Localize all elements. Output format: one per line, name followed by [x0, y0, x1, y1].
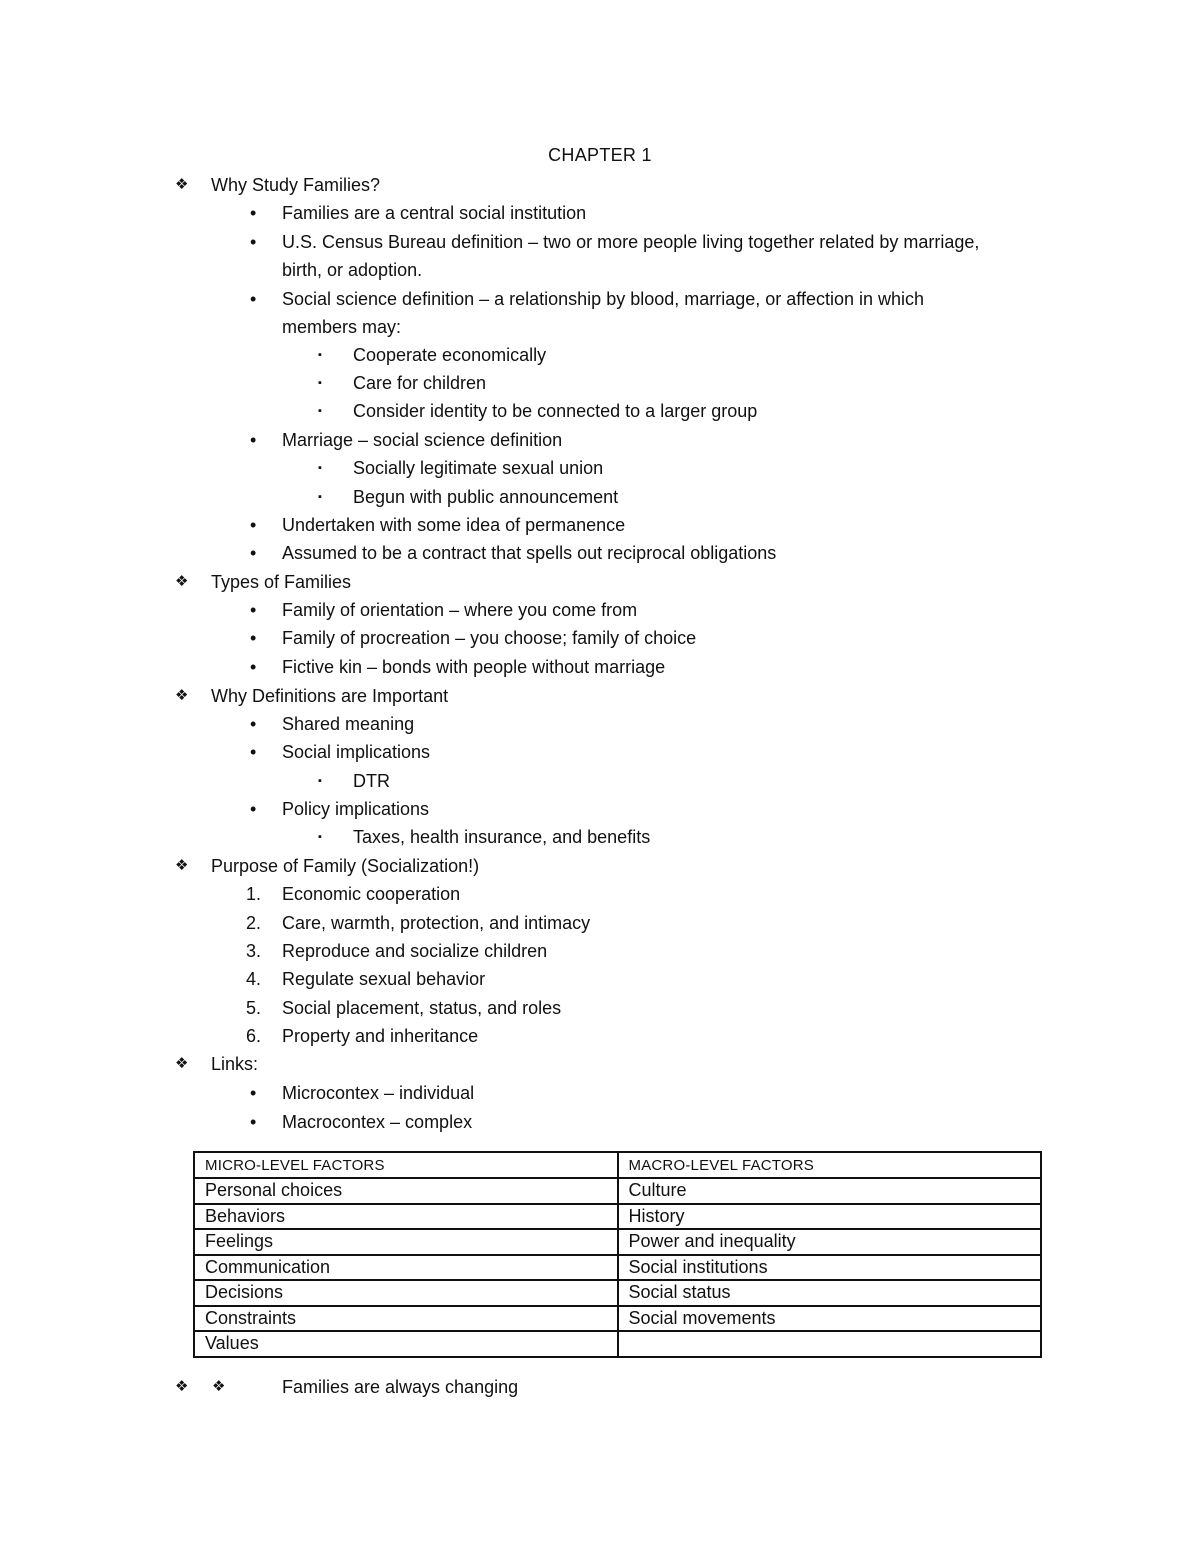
square-bullet-icon: ▪: [318, 349, 322, 361]
table-cell: Decisions: [194, 1280, 618, 1306]
table-cell: Personal choices: [194, 1178, 618, 1204]
list-item: Microcontex – individual: [282, 1083, 475, 1103]
diamond-bullet-icon: ❖: [175, 1055, 189, 1072]
table-header-row: [194, 1152, 1041, 1178]
table-cell: Social institutions: [618, 1255, 1042, 1281]
table-header-cell: MICRO-LEVEL FACTORS: [194, 1152, 618, 1178]
sub-list-item: Taxes, health insurance, and benefits: [353, 827, 651, 847]
list-item: Fictive kin – bonds with people without marriage: [282, 657, 666, 677]
bullet-icon: •: [250, 289, 257, 309]
table-row: [194, 1306, 1041, 1332]
list-item: Undertaken with some idea of permanence: [282, 515, 626, 535]
numbered-item: Economic cooperation: [282, 884, 461, 904]
bullet-icon: •: [250, 714, 257, 734]
bullet-icon: •: [250, 232, 257, 252]
table-cell: Power and inequality: [618, 1229, 1042, 1255]
diamond-bullet-icon: ❖: [175, 573, 189, 590]
closing-line: Families are always changing: [282, 1377, 519, 1397]
table-cell: History: [618, 1204, 1042, 1230]
bullet-icon: •: [250, 600, 257, 620]
list-number: 5.: [246, 998, 262, 1018]
bullet-icon: •: [250, 799, 257, 819]
table-cell: [618, 1331, 1042, 1357]
section-heading: Purpose of Family (Socialization!): [211, 856, 480, 876]
list-item: Family of procreation – you choose; family of choice: [282, 628, 697, 648]
section-heading: Why Study Families?: [211, 175, 381, 195]
square-bullet-icon: ▪: [318, 377, 322, 389]
table-cell: Culture: [618, 1178, 1042, 1204]
sub-list-item: Consider identity to be connected to a larger group: [353, 401, 758, 421]
table-row: [194, 1280, 1041, 1306]
bullet-icon: •: [250, 742, 257, 762]
table-row: [194, 1229, 1041, 1255]
bullet-icon: •: [250, 543, 257, 563]
square-bullet-icon: ▪: [318, 405, 322, 417]
square-bullet-icon: ▪: [318, 491, 322, 503]
table-cell: Communication: [194, 1255, 618, 1281]
bullet-icon: •: [250, 515, 257, 535]
numbered-item: Property and inheritance: [282, 1026, 479, 1046]
sub-list-item: Begun with public announcement: [353, 487, 619, 507]
factors-table: [193, 1151, 1042, 1358]
list-number: 1.: [246, 884, 262, 904]
diamond-bullet-icon: ❖: [212, 1378, 226, 1395]
diamond-bullet-icon: ❖: [175, 687, 189, 704]
list-item: U.S. Census Bureau definition – two or more people living together related by marriage,: [282, 232, 980, 252]
list-number: 3.: [246, 941, 262, 961]
list-item: Assumed to be a contract that spells out reciprocal obligations: [282, 543, 777, 563]
section-heading: Why Definitions are Important: [211, 686, 449, 706]
list-item: Social implications: [282, 742, 431, 762]
list-item: Families are a central social institution: [282, 203, 587, 223]
section-heading: Links:: [211, 1054, 259, 1074]
table-cell: Social movements: [618, 1306, 1042, 1332]
sub-list-item: DTR: [353, 771, 390, 791]
bullet-icon: •: [250, 430, 257, 450]
list-item: Shared meaning: [282, 714, 415, 734]
list-number: 2.: [246, 913, 262, 933]
bullet-icon: •: [250, 628, 257, 648]
diamond-bullet-icon: ❖: [175, 1378, 189, 1395]
list-item: Macrocontex – complex: [282, 1112, 473, 1132]
table-row: [194, 1255, 1041, 1281]
table-cell: Constraints: [194, 1306, 618, 1332]
diamond-bullet-icon: ❖: [175, 857, 189, 874]
table-cell: Social status: [618, 1280, 1042, 1306]
table-cell: Values: [194, 1331, 618, 1357]
list-item: Family of orientation – where you come from: [282, 600, 638, 620]
sub-list-item: Care for children: [353, 373, 487, 393]
list-number: 4.: [246, 969, 262, 989]
sub-list-item: Cooperate economically: [353, 345, 547, 365]
numbered-item: Social placement, status, and roles: [282, 998, 562, 1018]
list-item-continuation: birth, or adoption.: [282, 260, 423, 280]
list-item: Policy implications: [282, 799, 430, 819]
numbered-item: Reproduce and socialize children: [282, 941, 548, 961]
square-bullet-icon: ▪: [318, 831, 322, 843]
table-row: [194, 1204, 1041, 1230]
square-bullet-icon: ▪: [318, 775, 322, 787]
table-cell: Behaviors: [194, 1204, 618, 1230]
numbered-item: Care, warmth, protection, and intimacy: [282, 913, 591, 933]
bullet-icon: •: [250, 1083, 257, 1103]
square-bullet-icon: ▪: [318, 462, 322, 474]
sub-list-item: Socially legitimate sexual union: [353, 458, 604, 478]
list-item: Social science definition – a relationship by blood, marriage, or affection in which: [282, 289, 925, 309]
numbered-item: Regulate sexual behavior: [282, 969, 486, 989]
page-title: CHAPTER 1: [548, 145, 652, 165]
table-cell: Feelings: [194, 1229, 618, 1255]
bullet-icon: •: [250, 1112, 257, 1132]
table-header-cell: MACRO-LEVEL FACTORS: [618, 1152, 1042, 1178]
section-heading: Types of Families: [211, 572, 352, 592]
diamond-bullet-icon: ❖: [175, 176, 189, 193]
bullet-icon: •: [250, 203, 257, 223]
list-item-continuation: members may:: [282, 317, 402, 337]
bullet-icon: •: [250, 657, 257, 677]
table-row: [194, 1178, 1041, 1204]
table-row: [194, 1331, 1041, 1357]
list-number: 6.: [246, 1026, 262, 1046]
list-item: Marriage – social science definition: [282, 430, 563, 450]
